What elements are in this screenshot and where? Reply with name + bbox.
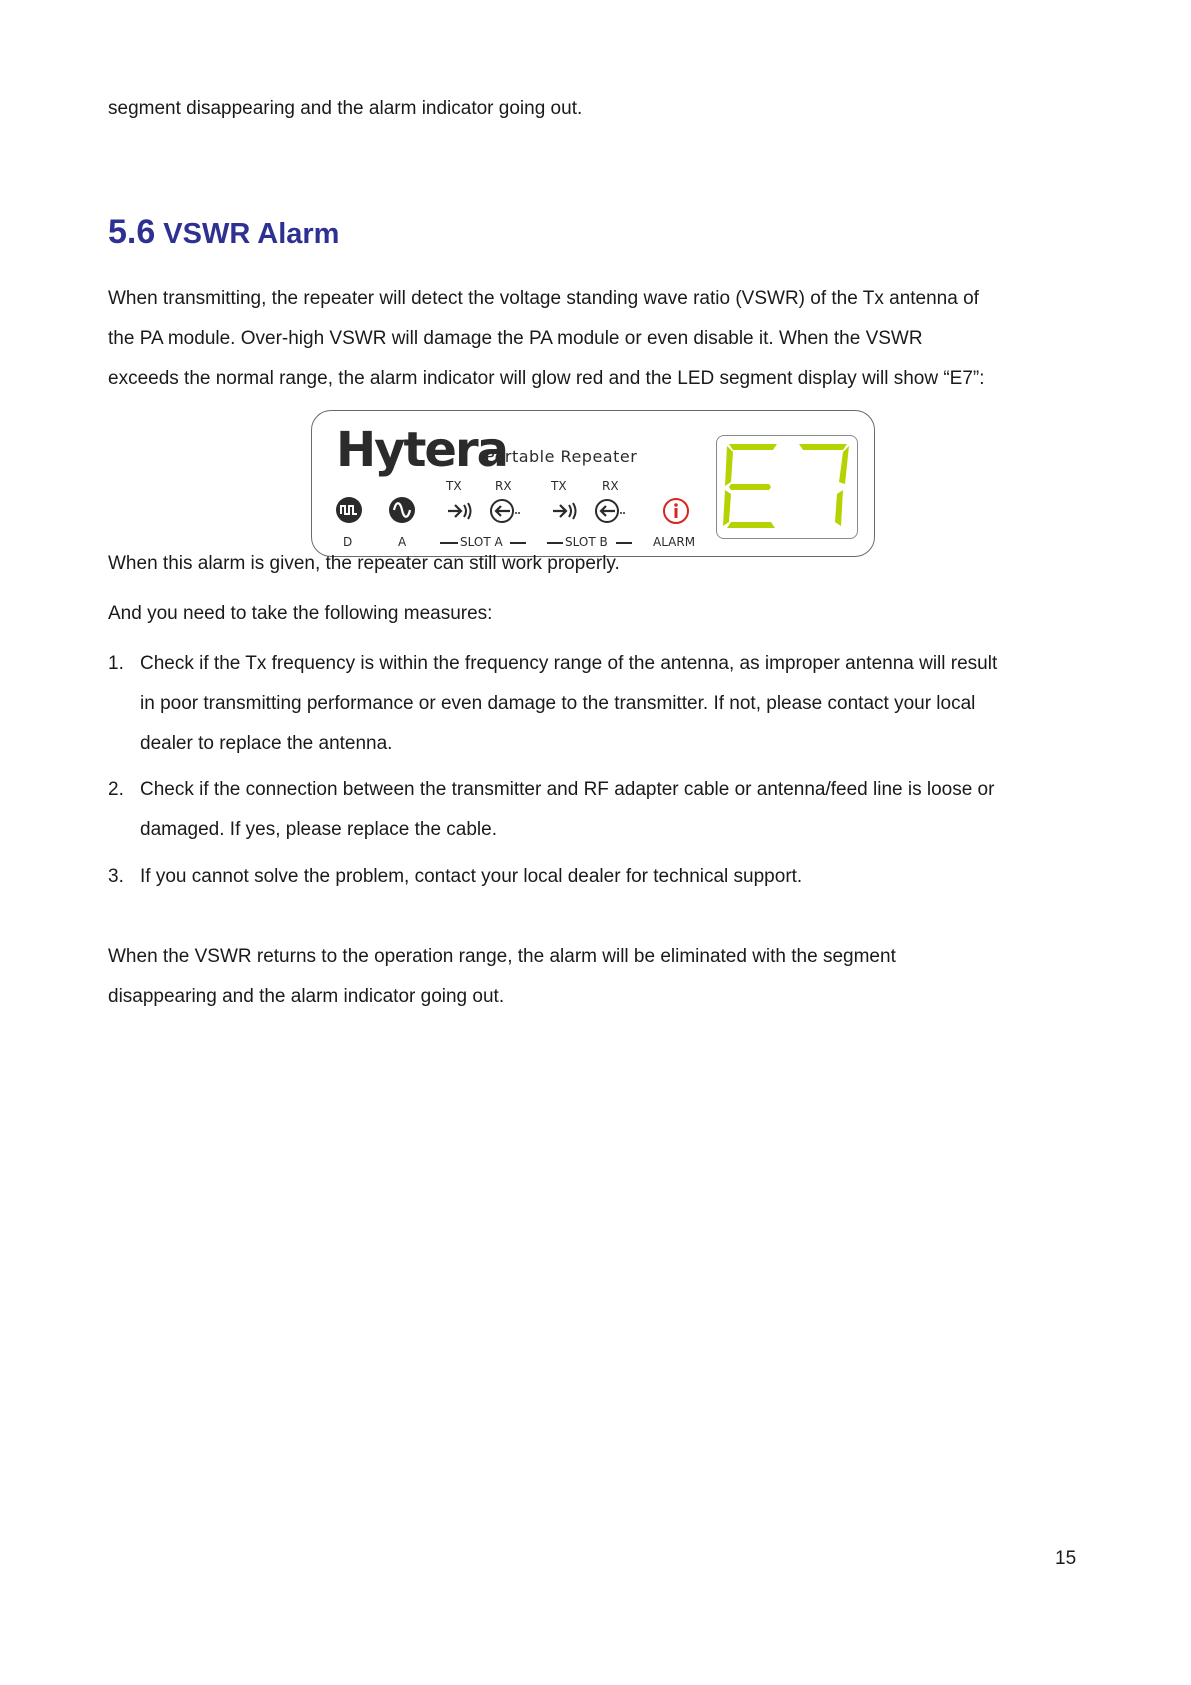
segment-digit-e xyxy=(723,444,777,528)
list-item-number: 2. xyxy=(108,779,124,800)
list-item-line: dealer to replace the antenna. xyxy=(140,733,393,754)
section-heading xyxy=(108,210,339,256)
list-item-number: 3. xyxy=(108,866,124,887)
paragraph-1-line: When transmitting, the repeater will detect the voltage standing wave ratio (VSWR) of the Tx antenna of xyxy=(108,288,979,309)
list-item xyxy=(108,644,1098,764)
slot-b-label: SLOT B xyxy=(565,535,608,549)
rx-label-slot-a: RX xyxy=(495,479,512,493)
paragraph-3: And you need to take the following measures: xyxy=(108,603,493,624)
led-segment-display xyxy=(716,435,858,539)
tx-label-slot-a: TX xyxy=(446,479,462,493)
tx-label-slot-b: TX xyxy=(551,479,567,493)
list-item-number: 1. xyxy=(108,653,124,674)
list-item-line: in poor transmitting performance or even damage to the transmitter. If not, please contact your local xyxy=(140,693,976,714)
rx-arrow-icon xyxy=(488,497,524,525)
list-item-line: Check if the Tx frequency is within the frequency range of the antenna, as improper antenna will result xyxy=(140,653,998,674)
digital-mode-icon xyxy=(335,496,363,524)
alarm-icon xyxy=(662,497,690,525)
list-item-line: Check if the connection between the transmitter and RF adapter cable or antenna/feed line is loose or xyxy=(140,779,995,800)
alarm-label: ALARM xyxy=(653,535,696,549)
intro-line: segment disappearing and the alarm indicator going out. xyxy=(108,98,583,119)
list-item-line: If you cannot solve the problem, contact your local dealer for technical support. xyxy=(140,866,803,887)
section-title: VSWR Alarm xyxy=(163,218,340,250)
closing-paragraph xyxy=(108,937,1093,1017)
paragraph-1-line: exceeds the normal range, the alarm indicator will glow red and the LED segment display will show “E7”: xyxy=(108,368,985,389)
segment-display-e7 xyxy=(717,436,857,538)
paragraph-1-line: the PA module. Over-high VSWR will damage the PA module or even disable it. When the VSWR xyxy=(108,328,923,349)
slot-a-label: SLOT A xyxy=(460,535,503,549)
rx-arrow-icon xyxy=(593,497,629,525)
tx-arrow-icon xyxy=(446,499,476,523)
paragraph-1 xyxy=(108,279,1093,399)
list-item xyxy=(108,857,1098,897)
panel-subtitle: Portable Repeater xyxy=(485,447,638,466)
segment-digit-7 xyxy=(799,444,849,526)
analog-mode-icon xyxy=(388,496,416,524)
closing-line: When the VSWR returns to the operation range, the alarm will be eliminated with the segment xyxy=(108,946,896,967)
list-item xyxy=(108,770,1098,850)
repeater-front-panel-figure xyxy=(311,410,875,557)
paragraph-2: When this alarm is given, the repeater can still work properly. xyxy=(108,553,620,574)
closing-line: disappearing and the alarm indicator going out. xyxy=(108,986,505,1007)
hytera-logo: Hytera xyxy=(336,422,508,478)
section-number: 5.6 xyxy=(108,213,156,251)
list-item-line: damaged. If yes, please replace the cable. xyxy=(140,819,498,840)
rx-label-slot-b: RX xyxy=(602,479,619,493)
analog-label: A xyxy=(398,535,407,549)
page-number: 15 xyxy=(1055,1548,1077,1569)
tx-arrow-icon xyxy=(551,499,581,523)
digital-label: D xyxy=(343,535,353,549)
